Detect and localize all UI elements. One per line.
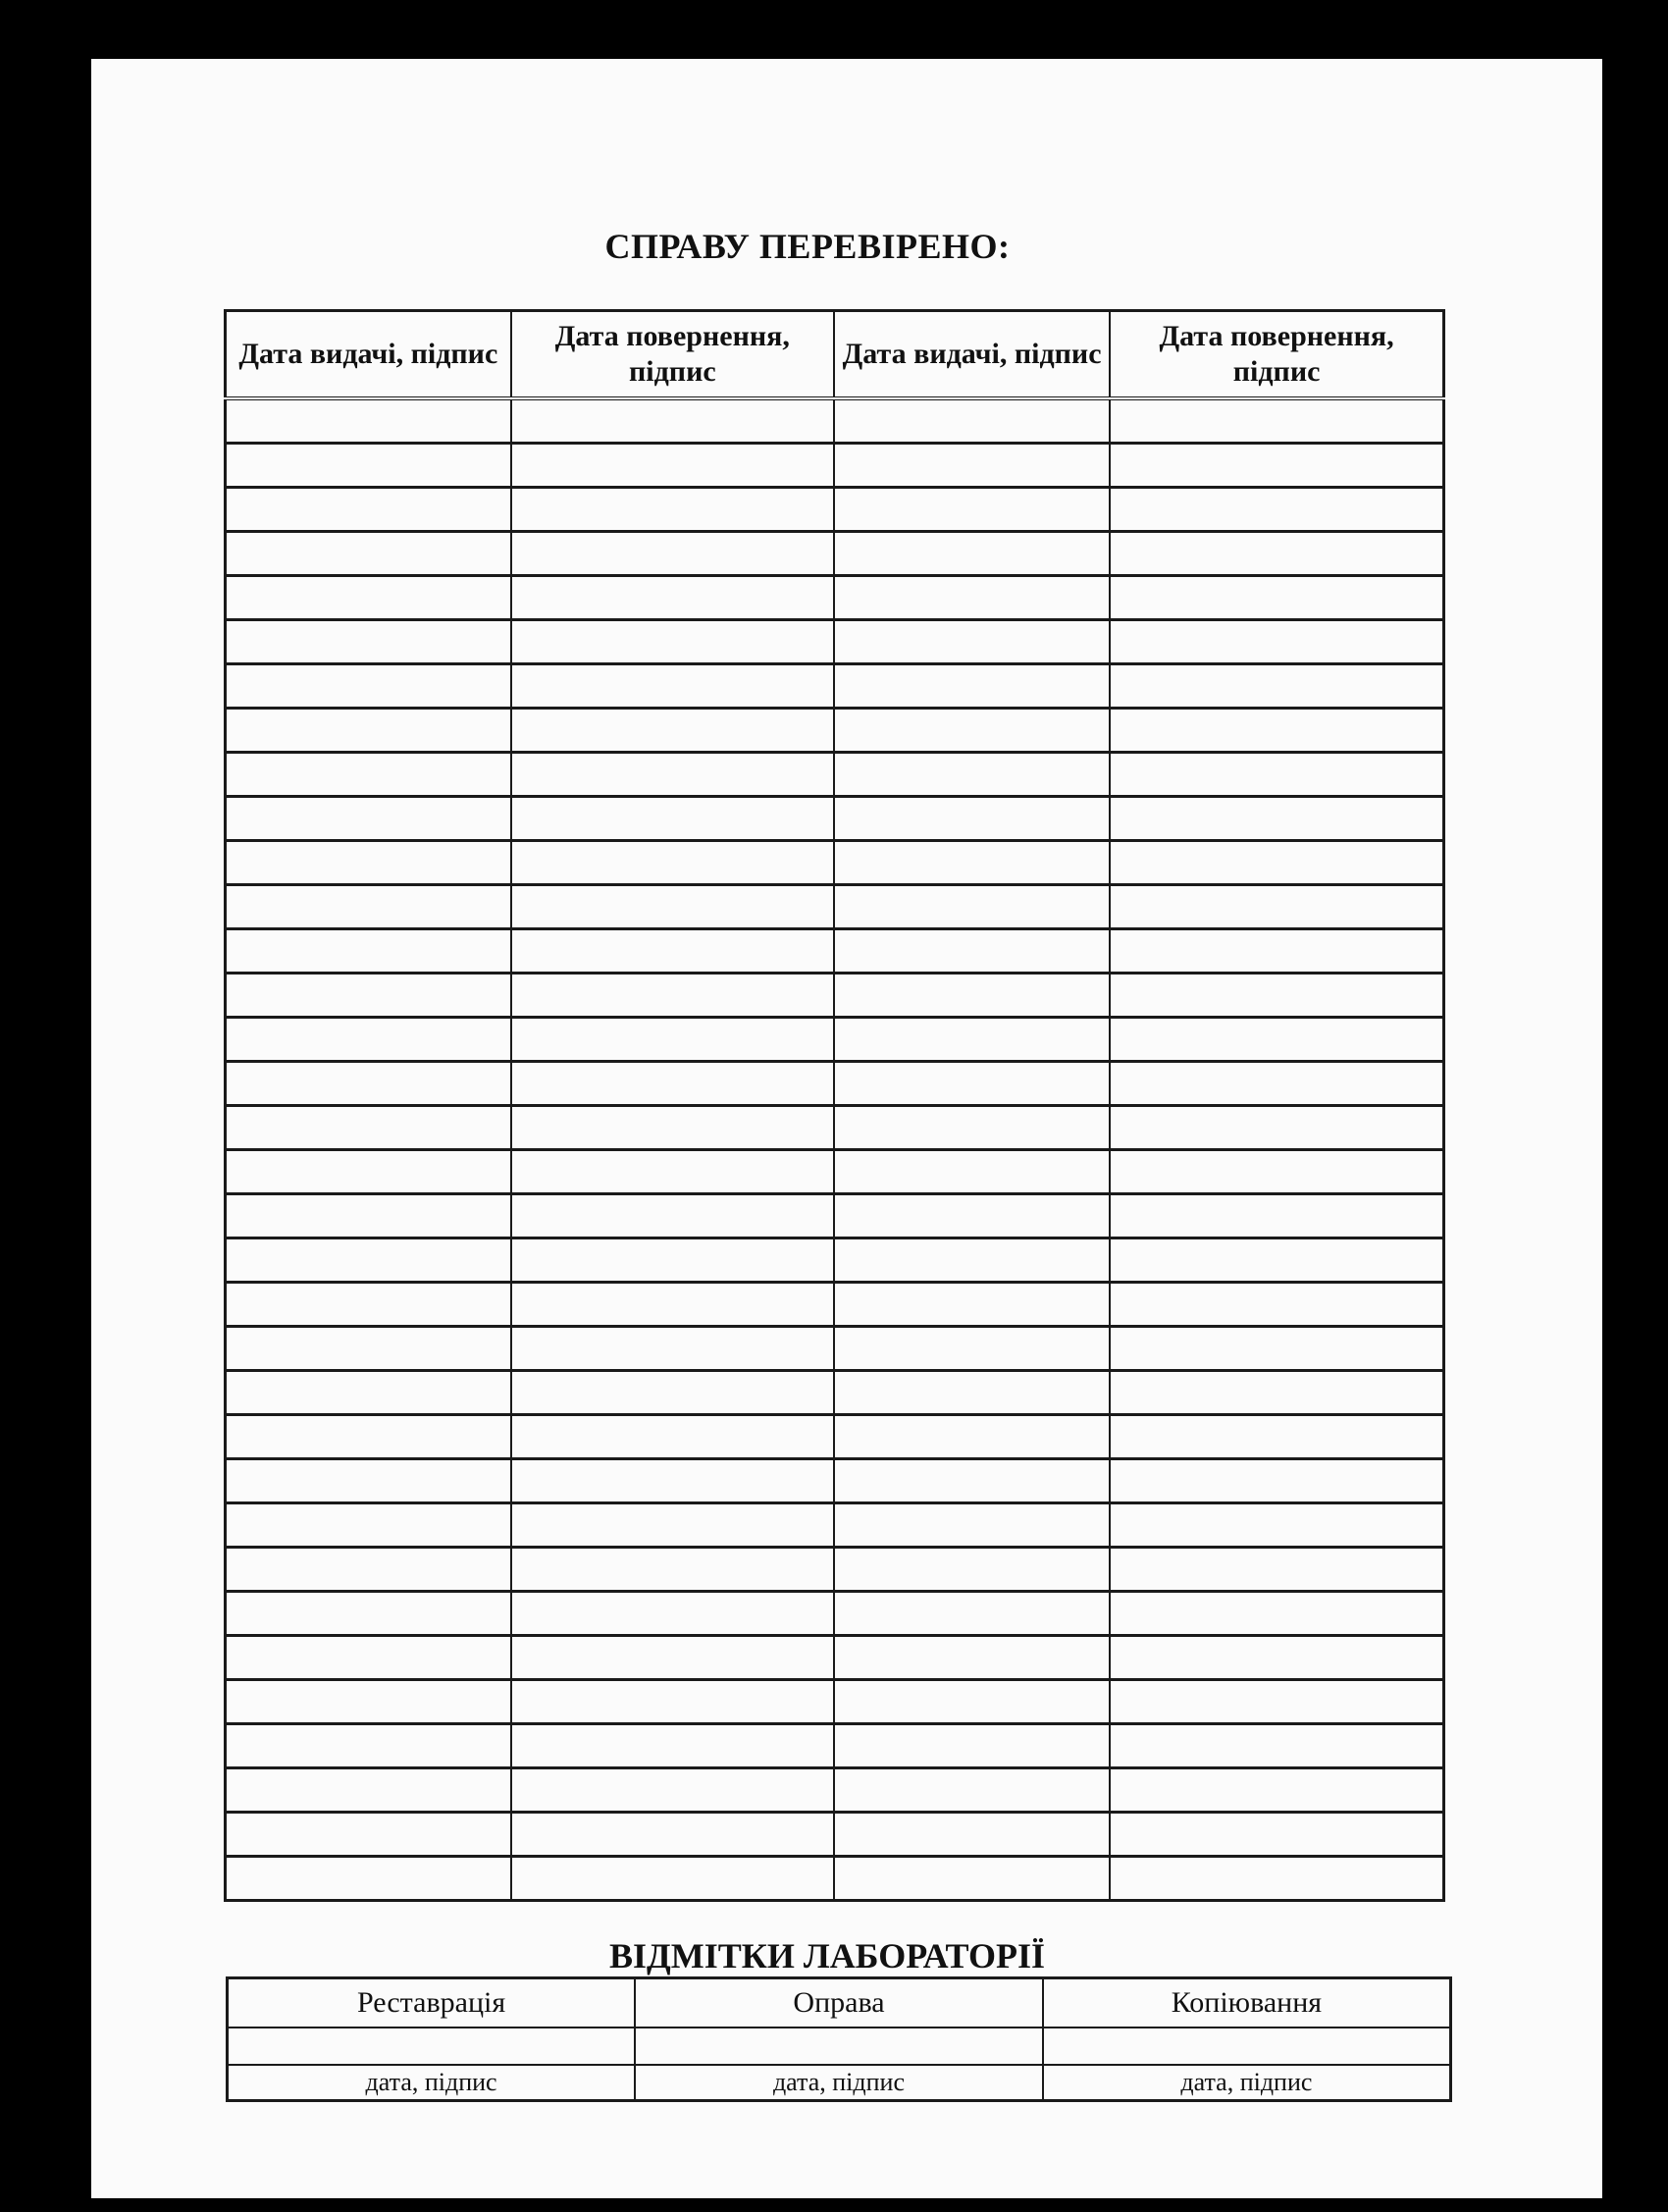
table-row — [226, 444, 1444, 488]
table-cell — [511, 488, 834, 532]
table-row — [226, 1592, 1444, 1636]
table-cell — [1110, 1503, 1443, 1548]
table-cell — [511, 1371, 834, 1415]
table-cell — [834, 1062, 1110, 1106]
table-cell — [511, 753, 834, 797]
lab-header-copying: Копіювання — [1043, 1978, 1451, 2028]
table-cell — [834, 1813, 1110, 1857]
table-row — [226, 1062, 1444, 1106]
table-cell — [511, 1592, 834, 1636]
table-cell — [1110, 1018, 1443, 1062]
table-cell — [511, 1724, 834, 1768]
table-cell — [511, 1548, 834, 1592]
col-header-issue-date-2: Дата видачі, підпис — [834, 311, 1110, 399]
table-cell — [1110, 1548, 1443, 1592]
table-cell — [1110, 664, 1443, 709]
table-row — [226, 1857, 1444, 1901]
table-cell — [226, 709, 511, 753]
table-row — [226, 398, 1444, 444]
table-cell — [226, 1548, 511, 1592]
table-cell — [834, 398, 1110, 444]
page-title: СПРАВУ ПЕРЕВІРЕНО: — [604, 227, 1011, 266]
lab-table-header-row — [228, 1978, 1451, 2028]
table-row — [226, 797, 1444, 841]
table-row — [226, 974, 1444, 1018]
table-cell — [834, 1857, 1110, 1901]
table-cell — [834, 576, 1110, 620]
table-cell — [511, 1813, 834, 1857]
table-row — [226, 1813, 1444, 1857]
table-cell — [834, 974, 1110, 1018]
table-cell — [1110, 1371, 1443, 1415]
table-cell — [834, 1724, 1110, 1768]
table-cell — [834, 753, 1110, 797]
table-cell — [834, 1327, 1110, 1371]
table-cell — [834, 1636, 1110, 1680]
table-cell — [1110, 1062, 1443, 1106]
table-row — [226, 1724, 1444, 1768]
table-cell — [1110, 1724, 1443, 1768]
table-cell — [226, 797, 511, 841]
table-row — [226, 1636, 1444, 1680]
table-cell — [226, 929, 511, 974]
table-cell — [1110, 974, 1443, 1018]
table-cell — [834, 1415, 1110, 1459]
table-cell — [226, 1503, 511, 1548]
table-cell — [834, 1680, 1110, 1724]
table-cell — [834, 797, 1110, 841]
table-cell — [226, 1018, 511, 1062]
lab-cell-binding — [635, 2028, 1043, 2065]
lab-marks-table — [226, 1976, 1452, 2102]
table-cell — [1110, 620, 1443, 664]
table-cell — [511, 974, 834, 1018]
table-cell — [834, 1283, 1110, 1327]
table-row — [226, 1459, 1444, 1503]
table-cell — [834, 532, 1110, 576]
table-row — [226, 1415, 1444, 1459]
table-cell — [511, 1283, 834, 1327]
table-row — [226, 1371, 1444, 1415]
table-cell — [834, 709, 1110, 753]
table-cell — [226, 1636, 511, 1680]
lab-header-restoration: Реставрація — [228, 1978, 636, 2028]
table-row — [226, 1680, 1444, 1724]
table-row — [226, 753, 1444, 797]
table-cell — [1110, 1283, 1443, 1327]
table-cell — [511, 1768, 834, 1813]
lab-table-blank-row — [228, 2028, 1451, 2065]
table-cell — [1110, 1680, 1443, 1724]
table-cell — [226, 488, 511, 532]
table-cell — [226, 576, 511, 620]
table-cell — [511, 398, 834, 444]
table-row — [226, 885, 1444, 929]
table-cell — [834, 929, 1110, 974]
col-header-issue-date-1: Дата видачі, підпис — [226, 311, 511, 399]
table-cell — [226, 753, 511, 797]
table-cell — [226, 398, 511, 444]
table-cell — [511, 929, 834, 974]
table-cell — [226, 664, 511, 709]
table-cell — [226, 841, 511, 885]
table-row — [226, 709, 1444, 753]
table-cell — [226, 1238, 511, 1283]
table-row — [226, 1548, 1444, 1592]
table-cell — [226, 1724, 511, 1768]
table-cell — [1110, 1813, 1443, 1857]
table-cell — [1110, 841, 1443, 885]
table-row — [226, 1018, 1444, 1062]
table-row — [226, 620, 1444, 664]
document-page — [91, 59, 1602, 2198]
table-cell — [511, 885, 834, 929]
table-cell — [834, 488, 1110, 532]
table-row — [226, 664, 1444, 709]
table-cell — [1110, 1857, 1443, 1901]
table-cell — [511, 1062, 834, 1106]
table-cell — [511, 1194, 834, 1238]
table-cell — [834, 444, 1110, 488]
table-cell — [226, 1415, 511, 1459]
table-row — [226, 1503, 1444, 1548]
table-cell — [834, 1150, 1110, 1194]
table-cell — [1110, 1194, 1443, 1238]
table-cell — [834, 1106, 1110, 1150]
table-cell — [511, 1238, 834, 1283]
table-row — [226, 1194, 1444, 1238]
table-cell — [511, 1636, 834, 1680]
lab-signature-copying: дата, підпис — [1043, 2065, 1451, 2101]
table-row — [226, 488, 1444, 532]
table-row — [226, 1283, 1444, 1327]
table-cell — [834, 1503, 1110, 1548]
table-cell — [834, 620, 1110, 664]
table-cell — [226, 1150, 511, 1194]
table-cell — [226, 1857, 511, 1901]
table-cell — [511, 1106, 834, 1150]
table-cell — [511, 709, 834, 753]
table-cell — [511, 1150, 834, 1194]
table-cell — [511, 1415, 834, 1459]
table-cell — [1110, 753, 1443, 797]
lab-table-signature-row — [228, 2065, 1451, 2101]
table-cell — [226, 444, 511, 488]
table-cell — [511, 1503, 834, 1548]
table-cell — [226, 1062, 511, 1106]
lab-cell-restoration — [228, 2028, 636, 2065]
table-cell — [1110, 576, 1443, 620]
table-cell — [226, 1813, 511, 1857]
table-cell — [511, 797, 834, 841]
checkout-table — [224, 309, 1445, 1902]
lab-cell-copying — [1043, 2028, 1451, 2065]
table-cell — [511, 664, 834, 709]
lab-signature-restoration: дата, підпис — [228, 2065, 636, 2101]
table-row — [226, 576, 1444, 620]
table-cell — [226, 532, 511, 576]
lab-signature-binding: дата, підпис — [635, 2065, 1043, 2101]
table-cell — [226, 1283, 511, 1327]
table-cell — [1110, 1768, 1443, 1813]
checkout-table-header-row — [226, 311, 1444, 399]
table-cell — [226, 974, 511, 1018]
col-header-return-date-2: Дата повернення, підпис — [1110, 311, 1443, 399]
table-cell — [1110, 444, 1443, 488]
lab-header-binding: Оправа — [635, 1978, 1043, 2028]
table-row — [226, 841, 1444, 885]
table-cell — [226, 1592, 511, 1636]
table-cell — [226, 1768, 511, 1813]
table-row — [226, 1327, 1444, 1371]
table-cell — [1110, 488, 1443, 532]
table-cell — [834, 1592, 1110, 1636]
table-cell — [1110, 797, 1443, 841]
table-cell — [834, 1194, 1110, 1238]
table-cell — [1110, 1459, 1443, 1503]
table-cell — [226, 1680, 511, 1724]
lab-section-title: ВІДМІТКИ ЛАБОРАТОРІЇ — [608, 1936, 1046, 1975]
table-cell — [1110, 1106, 1443, 1150]
table-cell — [511, 620, 834, 664]
table-cell — [226, 620, 511, 664]
table-cell — [834, 841, 1110, 885]
table-cell — [1110, 1327, 1443, 1371]
table-cell — [1110, 1415, 1443, 1459]
table-cell — [226, 1327, 511, 1371]
table-cell — [1110, 532, 1443, 576]
table-cell — [511, 444, 834, 488]
table-cell — [511, 1680, 834, 1724]
col-header-return-date-1: Дата повернення, підпис — [511, 311, 834, 399]
table-cell — [1110, 929, 1443, 974]
table-cell — [226, 1371, 511, 1415]
table-cell — [511, 532, 834, 576]
table-cell — [834, 1371, 1110, 1415]
table-cell — [834, 1459, 1110, 1503]
table-row — [226, 1768, 1444, 1813]
table-cell — [226, 885, 511, 929]
table-cell — [511, 1018, 834, 1062]
table-cell — [834, 664, 1110, 709]
table-cell — [834, 1238, 1110, 1283]
table-cell — [226, 1106, 511, 1150]
table-row — [226, 1238, 1444, 1283]
table-cell — [834, 885, 1110, 929]
table-cell — [511, 841, 834, 885]
table-cell — [1110, 1150, 1443, 1194]
table-row — [226, 929, 1444, 974]
table-cell — [1110, 398, 1443, 444]
table-cell — [226, 1459, 511, 1503]
table-row — [226, 1150, 1444, 1194]
table-cell — [834, 1768, 1110, 1813]
table-cell — [511, 1459, 834, 1503]
table-cell — [226, 1194, 511, 1238]
table-cell — [1110, 1238, 1443, 1283]
table-cell — [834, 1018, 1110, 1062]
table-cell — [834, 1548, 1110, 1592]
checkout-table-body — [226, 398, 1444, 1901]
table-cell — [511, 1327, 834, 1371]
table-row — [226, 532, 1444, 576]
table-cell — [1110, 1592, 1443, 1636]
table-cell — [1110, 885, 1443, 929]
table-cell — [1110, 709, 1443, 753]
table-cell — [511, 1857, 834, 1901]
table-cell — [1110, 1636, 1443, 1680]
table-cell — [511, 576, 834, 620]
table-row — [226, 1106, 1444, 1150]
